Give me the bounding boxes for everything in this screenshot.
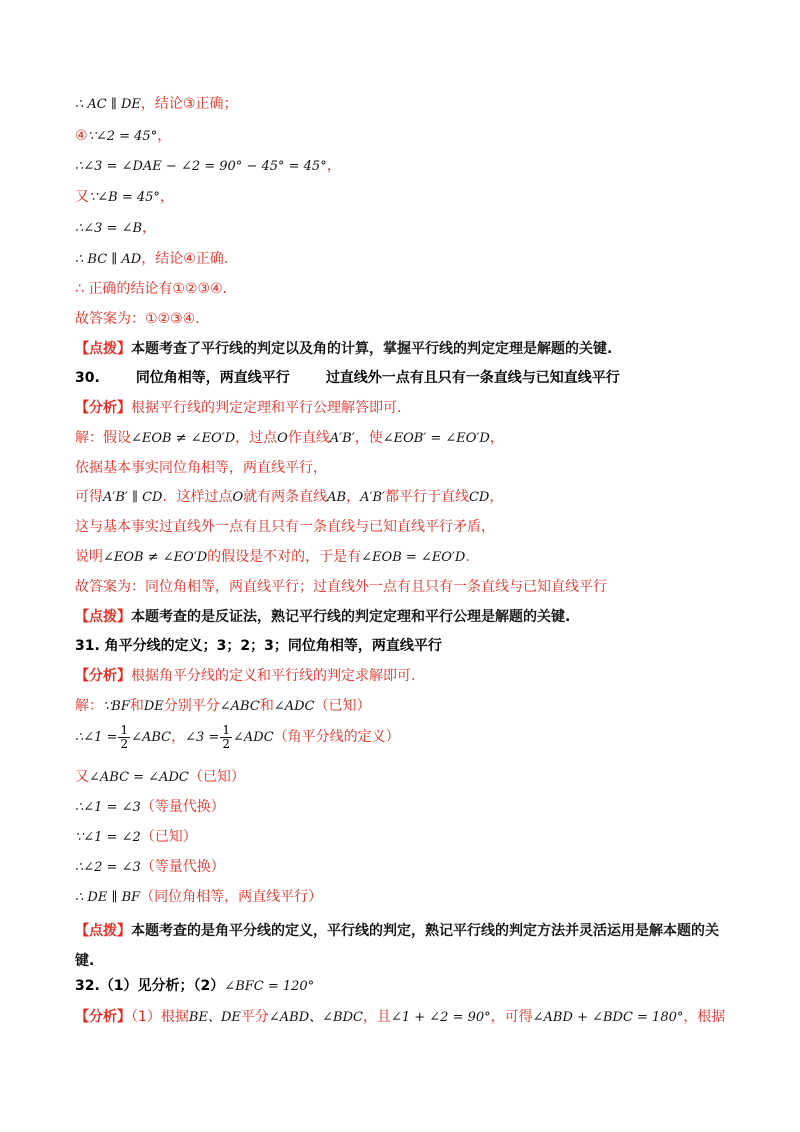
solution-line-31-f: ∴∠2 = ∠3（等量代换） <box>75 859 225 875</box>
fraction-one-half-a: $\frac{1}{2}$ <box>120 722 129 751</box>
fraction-one-half-b: $\frac{1}{2}$ <box>222 722 230 751</box>
analysis-line-30: 【分析】根据平行线的判定定理和平行公理解答即可. <box>75 400 402 416</box>
proof-line-bc-parallel-ad: ∴ BC ∥ AD，结论④正确. <box>75 251 229 267</box>
proof-line-angle3: ∴∠3 = ∠DAE − ∠2 = 90° − 45° = 45°， <box>75 158 341 174</box>
proof-line-angleb: 又∵∠B = 45°， <box>75 189 174 205</box>
solution-line-31-d: ∴∠1 = ∠3（等量代换） <box>75 799 225 815</box>
solution-line-30-c: 可得A′B′ ∥ CD．这样过点O就有两条直线AB，A′B′都平行于直线CD， <box>75 489 504 505</box>
solution-line-30-e: 说明∠EOB ≠ ∠EO′D的假设是不对的，于是有∠EOB = ∠EO′D. <box>75 549 470 565</box>
question-30-answer: 30. 同位角相等，两直线平行 过直线外一点有且只有一条直线与已知直线平行 <box>75 370 620 386</box>
question-31-answer: 31. 角平分线的定义；3；2；3；同位角相等，两直线平行 <box>75 638 442 654</box>
solution-line-31-a: 解：∵BF和DE分别平分∠ABC和∠ADC（已知） <box>75 698 371 714</box>
solution-line-31-e: ∵∠1 = ∠2（已知） <box>75 829 197 845</box>
tip-line-30: 【点拨】本题考查的是反证法，熟记平行线的判定定理和平行公理是解题的关键. <box>75 609 571 625</box>
solution-line-31-b: ∴∠1 = $\frac{1}{2}$ ∠ABC，∠3 = $\frac{1}{2}$ ∠ADC（角平分线的定义） <box>75 722 400 751</box>
proof-line-angle2: ④∵∠2 = 45°， <box>75 128 172 144</box>
solution-line-30-b: 依据基本事实同位角相等，两直线平行， <box>75 460 327 476</box>
tip-line-29: 【点拨】本题考查了平行线的判定以及角的计算，掌握平行线的判定定理是解题的关键. <box>75 341 613 357</box>
analysis-line-31: 【分析】根据角平分线的定义和平行线的判定求解即可. <box>75 668 416 684</box>
answer-line-30: 故答案为：同位角相等，两直线平行；过直线外一点有且只有一条直线与已知直线平行 <box>75 579 607 595</box>
solution-line-30-d: 这与基本事实过直线外一点有且只有一条直线与已知直线平行矛盾， <box>75 519 495 535</box>
proof-line-ac-parallel-de: ∴ AC ∥ DE，结论③正确； <box>75 96 238 112</box>
solution-line-31-c: 又∠ABC = ∠ADC（已知） <box>75 769 245 785</box>
proof-line-angle3-eq-b: ∴∠3 = ∠B， <box>75 220 157 236</box>
conclusion-line: ∴ 正确的结论有①②③④. <box>75 281 228 297</box>
solution-line-31-g: ∴ DE ∥ BF（同位角相等，两直线平行） <box>75 889 323 905</box>
analysis-line-32: 【分析】（1）根据BE、DE平分∠ABD、∠BDC，且∠1 + ∠2 = 90°，可得∠ABD + ∠BDC = 180°，根据 <box>75 1009 726 1025</box>
tip-line-31: 【点拨】本题考查的是角平分线的定义，平行线的判定，熟记平行线的判定方法并灵活运用是解本题的关键. <box>75 923 719 969</box>
question-32-answer: 32.（1）见分析；（2）∠BFC = 120° <box>75 978 315 994</box>
answer-line-29: 故答案为：①②③④. <box>75 311 200 327</box>
solution-line-30-a: 解：假设∠EOB ≠ ∠EO′D，过点O作直线A′B′，使∠EOB′ = ∠EO′D， <box>75 430 504 446</box>
